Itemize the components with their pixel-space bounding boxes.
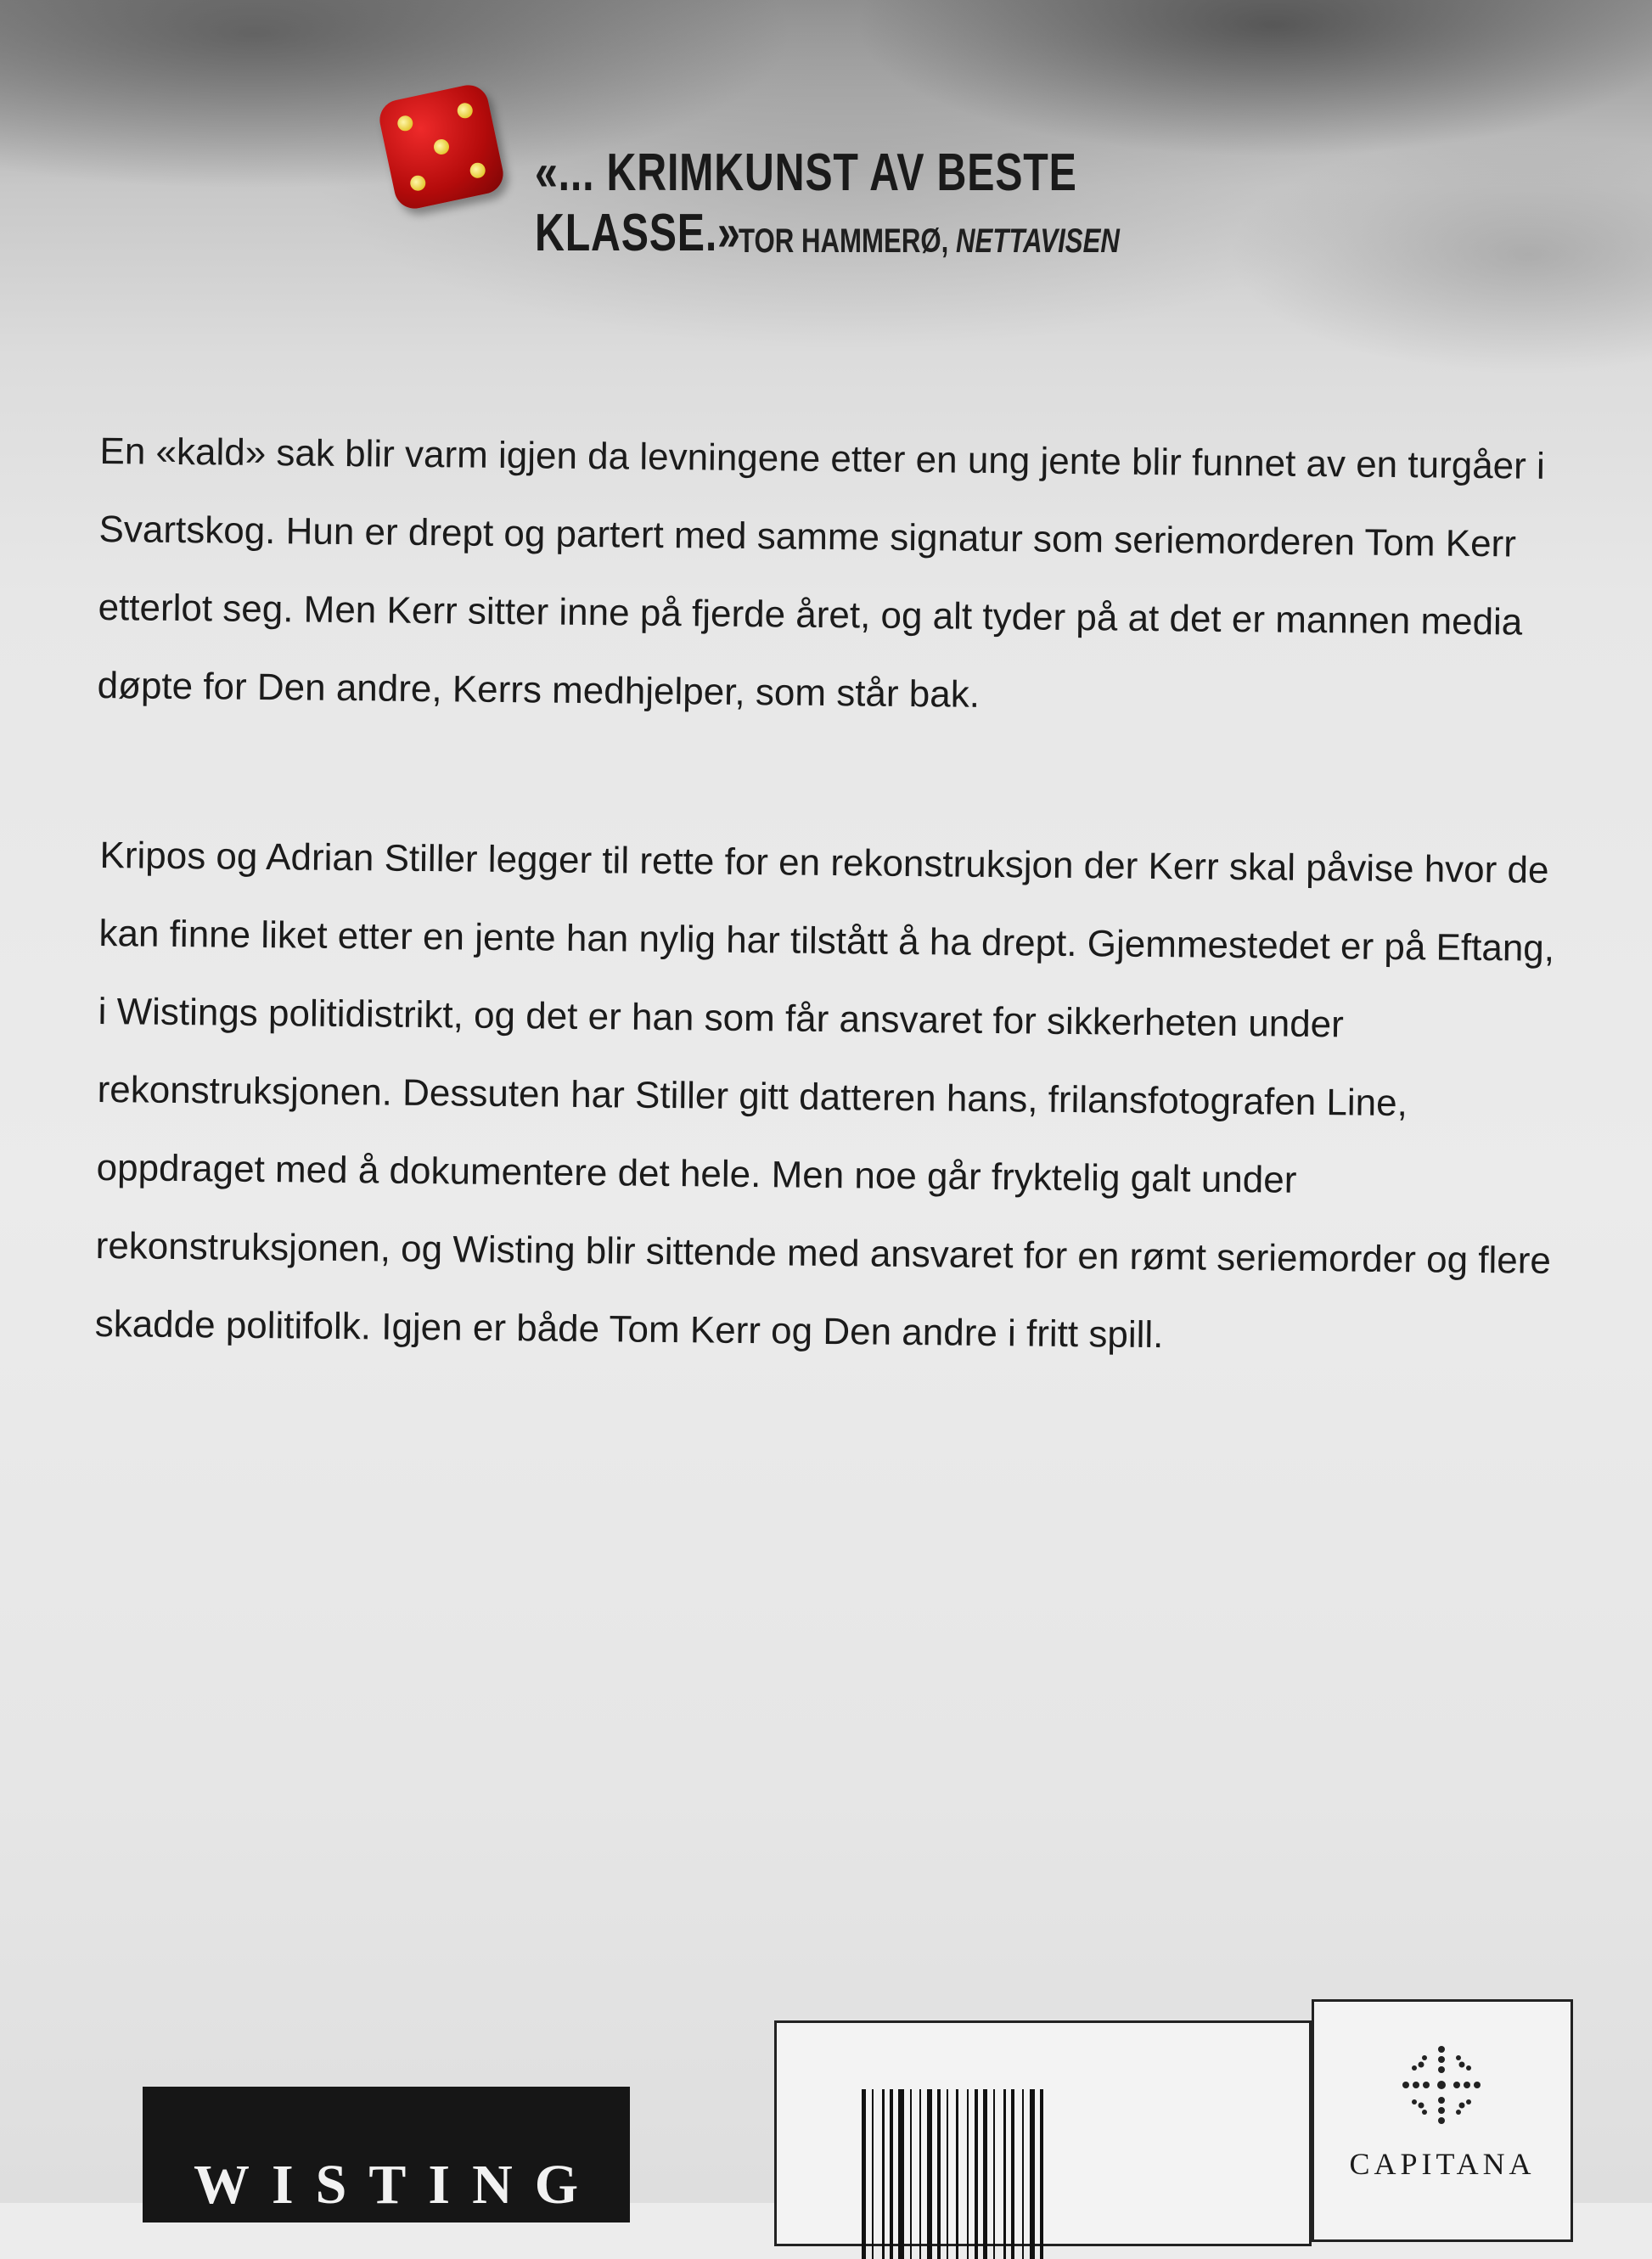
barcode-bar: [967, 2089, 969, 2259]
barcode-bar: [872, 2089, 874, 2259]
barcode-bar: [1003, 2089, 1006, 2259]
barcode-bar: [910, 2089, 912, 2259]
barcode-icon: [862, 2089, 1227, 2259]
barcode-bar: [983, 2089, 987, 2259]
series-logo: [143, 2087, 630, 2222]
quote-source: NETTAVISEN: [955, 222, 1120, 260]
blurb-paragraph-1: En «kald» sak blir varm igjen da levningene etter en ung jente blir funnet av en turgåer i Svartskog. Hun er drept og partert med samme signatur som seriemorderen Tom Kerr etterlot seg. Men Kerr sitter inne på fjerde året, og alt tyder på at det er mannen media døpte for Den andre, Kerrs medhjelper, som står bak.: [97, 430, 1546, 716]
barcode-bar: [862, 2089, 866, 2259]
review-quote: «... KRIMKUNST AV BESTE KLASSE.»: [535, 143, 1077, 262]
red-dice-icon: [376, 81, 507, 212]
quote-attribution: [739, 222, 1136, 261]
barcode-bar: [1022, 2089, 1024, 2259]
series-label: WISTING: [194, 2154, 601, 2216]
barcode-bar: [890, 2089, 893, 2259]
barcode-bar: [898, 2089, 904, 2259]
quote-author: TOR HAMMERØ,: [739, 222, 949, 260]
barcode-bar: [947, 2089, 948, 2259]
barcode-bar: [882, 2089, 885, 2259]
barcode-bar: [1011, 2089, 1014, 2259]
publisher-name: CAPITANA: [1349, 2147, 1536, 2181]
barcode-bar: [927, 2089, 932, 2259]
publisher-panel: [1312, 1999, 1573, 2242]
barcode-bar: [1030, 2089, 1035, 2259]
blurb-paragraph-2: Kripos og Adrian Stiller legger til rette for en rekonstruksjon der Kerr skal påvise hvor de kan finne liket etter en jente han nylig har tilstått å ha drept. Gjemmestedet er på Eftang, i Wistings politidistrikt, og det er han som får ansvaret for sikkerheten under rekonstruksjonen. Dessuten har Stiller gitt datteren hans, frilansfotografen Line, oppdraget med å dokumentere det hele. Men noe går fryktelig galt under rekonstruksjonen, og Wisting blir sittende med ansvaret for en rømt seriemorder og flere skadde politifolk. Igjen er både Tom Kerr og Den andre i fritt spill.: [94, 834, 1555, 1357]
barcode-bar: [919, 2089, 921, 2259]
barcode-bar: [975, 2089, 978, 2259]
barcode-bar: [937, 2089, 941, 2259]
barcode-bar: [956, 2089, 958, 2259]
barcode-bar: [1040, 2089, 1043, 2259]
cross-emblem-icon: [1399, 2043, 1484, 2127]
barcode-panel: [774, 2020, 1312, 2246]
barcode-bar: [993, 2089, 995, 2259]
